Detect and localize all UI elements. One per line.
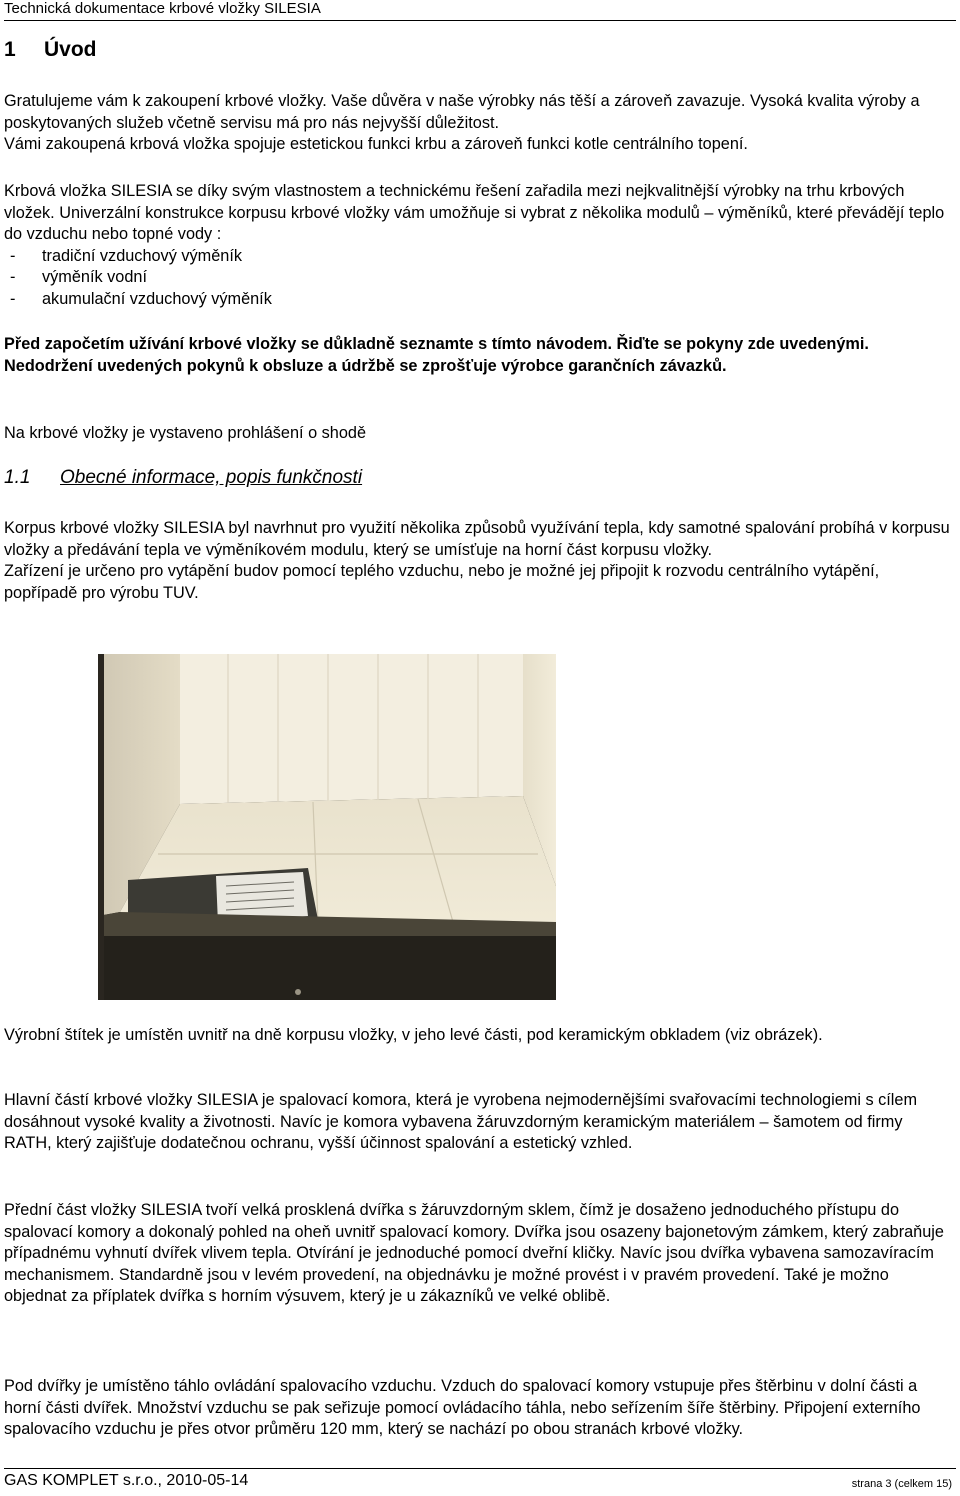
subsection-number: 1.1 xyxy=(4,467,31,488)
section-number: 1 xyxy=(4,38,16,61)
declaration-text: Na krbové vložky je vystaveno prohlášení o shodě xyxy=(4,424,367,442)
intro-paragraph-1 xyxy=(4,91,954,156)
air-control-paragraph: Pod dvířky je umístěno táhlo ovládání spalovacího vzduchu. Vzduch do spalovací komory vstupuje přes štěrbinu v dolní části a horní části dvířek. Množství vzduchu se pak seřizuje pomocí ovládacího táhla, nebo seřízením šíře štěrbiny. Připojení externího spalovacího vzduchu je přes otvor průměru 120 mm, který se nachází po obou stranách krbové vložky. xyxy=(4,1377,921,1439)
section-heading-uvod xyxy=(4,38,97,62)
subsection-title: Obecné informace, popis funkčnosti xyxy=(60,467,363,488)
rating-plate-paragraph: Výrobní štítek je umístěn uvnitř na dně korpusu vložky, v jeho levé části, pod keramickým obkladem (viz obrázek). xyxy=(4,1026,823,1044)
general-paragraph-1 xyxy=(4,518,954,604)
intro-paragraph-2 xyxy=(4,181,954,311)
general-text: Korpus krbové vložky SILESIA byl navrhnut pro využití několika způsobů využívání tepla, kdy samotné spalování probíhá v korpusu vložky a předávání tepla ve výměníkovém modulu, který se umísťuje na horní část korpusu vložky. xyxy=(4,519,950,559)
door-paragraph: Přední část vložky SILESIA tvoří velká prosklená dvířka s žáruvzdorným sklem, čímž je dosaženo jednoduchého přístupu do spalovací komory a dokonalý pohled na oheň uvnitř spalovací komory. Dvířka jsou osazeny bajonetovým zámkem, který zabraňuje případnému vyhnutí dvířek vlivem tepla. Otvírání je jednoduché pomocí dveřní kličky. Navíc jsou dvířka vybavena samozavíracím mechanismem. Standardně jsou v levém provedení, na objednávku je možné provést i v pravém provedení. Také je možno objednat za příplatek dvířka s horním výsuvem, který je u zákazníků ve velké oblibě. xyxy=(4,1201,944,1306)
list-item: - akumulační vzduchový výměník xyxy=(10,289,272,308)
combustion-chamber-paragraph: Hlavní částí krbové vložky SILESIA je spalovací komora, která je vyrobena nejmodernějšími svařovacími technologiemi s cílem dosáhnout vysoké kvality a životnosti. Navíc je komora vybavena žáruvzdorným keramickým materiálem – šamotem od firmy RATH, který zajišťuje dodatečnou ochranu, vyšší účinnost spalování a estetický vzhled. xyxy=(4,1091,918,1153)
silesia-description: Krbová vložka SILESIA se díky svým vlastnostem a technickému řešení zařadila mezi nejkvalitnější výrobky na trhu krbových vložek. Univerzální konstrukce korpusu krbové vložky vám umožňuje si vybrat z několika modulů – výměníků, které převádějí teplo do vzduchu nebo topné vody : xyxy=(4,182,945,244)
warning-paragraph: Před započetím užívání krbové vložky se důkladně seznamte s tímto návodem. Řiďte se pokyny zde uvedenými. Nedodržení uvedených pokynů k obsluze a údržbě se zprošťuje výrobce garančních závazků. xyxy=(4,335,869,375)
page-footer xyxy=(4,1468,956,1496)
footer-page-number: strana 3 (celkem 15) xyxy=(851,1478,952,1490)
footer-company-date: GAS KOMPLET s.r.o., 2010-05-14 xyxy=(4,1472,249,1489)
intro-text: Gratulujeme vám k zakoupení krbové vložky. Vaše důvěra v naše výrobky nás těší a zároveň zavazuje. Vysoká kvalita výroby a poskytovaných služeb včetně servisu má pro nás nejvyšší důležitost. xyxy=(4,92,920,132)
page-header: Technická dokumentace krbové vložky SILESIA xyxy=(4,0,956,21)
general-text: Zařízení je určeno pro vytápění budov pomocí teplého vzduchu, nebo je možné jej připojit k rozvodu centrálního vytápění, popřípadě pro výrobu TUV. xyxy=(4,562,880,602)
list-item: - výměník vodní xyxy=(10,268,147,287)
firebox-photo xyxy=(98,654,556,1000)
intro-text-continued: Vámi zakoupená krbová vložka spojuje estetickou funkci krbu a zároveň funkci kotle centrálního topení. xyxy=(4,135,748,154)
exchanger-list xyxy=(4,246,954,311)
list-item: - tradiční vzduchový výměník xyxy=(10,246,242,265)
subsection-heading xyxy=(4,466,362,490)
firebox-photo-drawing xyxy=(98,654,556,1000)
section-title: Úvod xyxy=(44,38,97,61)
